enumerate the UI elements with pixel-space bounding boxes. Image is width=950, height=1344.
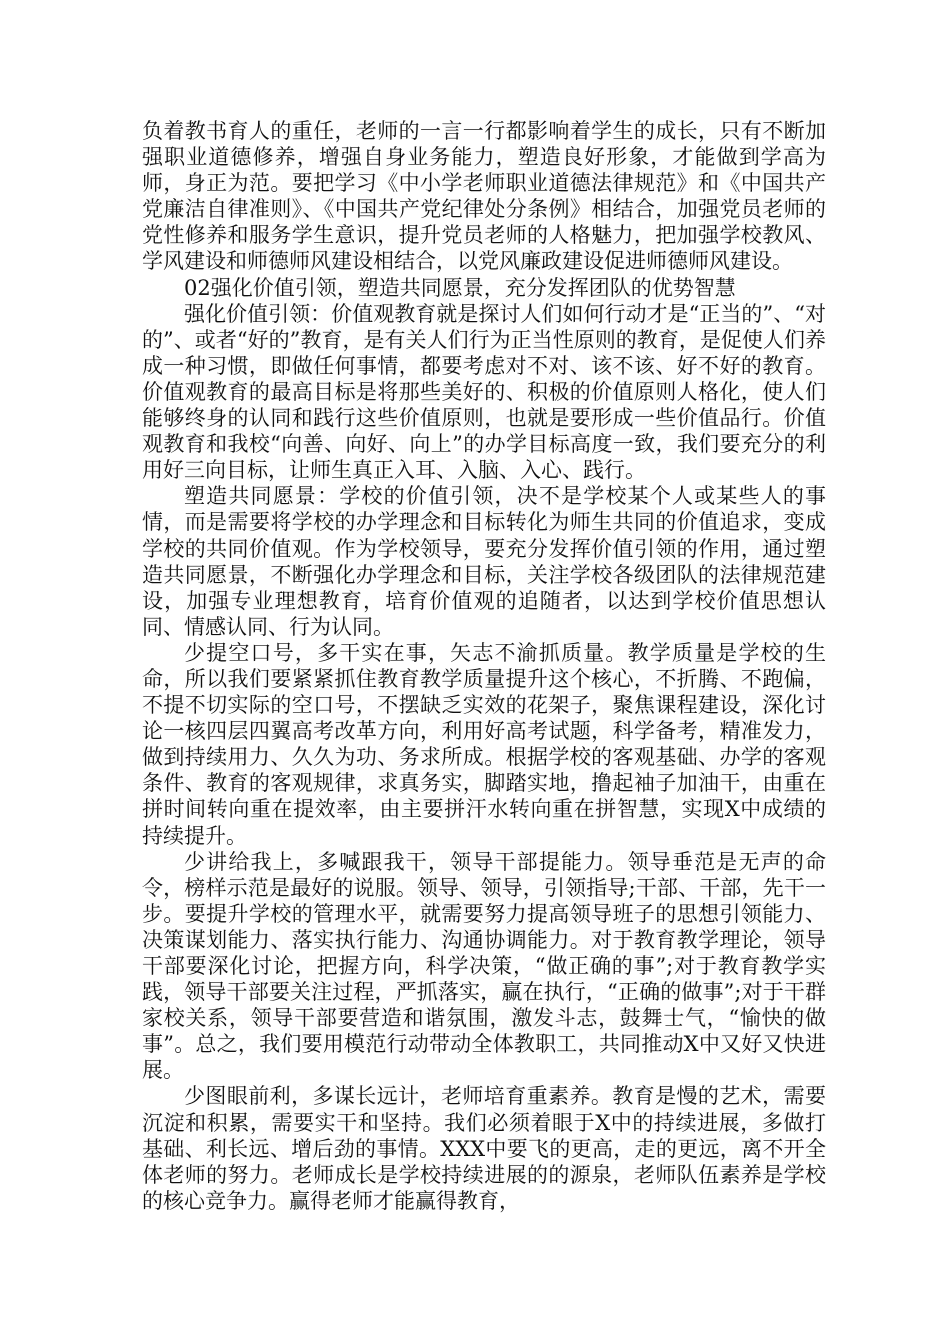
paragraph-teacher-ethics: 负着教书育人的重任，老师的一言一行都影响着学生的成长，只有不断加强职业道德修养，增强自身业务能力，塑造良好形象，才能做到学高为师，身正为范。要把学习《中小学老师职业道德法律规范》和《中国共产党廉洁自律准则》、《中国共产党纪律处分条例》相结合，加强党员老师的党性修养和服务学生意识，提升党员老师的人格魅力，把加强学校教风、学风建设和师德师风建设相结合，以党风廉政建设促进师德师风建设。 bbox=[142, 119, 826, 274]
paragraph-value-guidance: 强化价值引领：价值观教育就是探讨人们如何行动才是“正当的”、“对的”、或者“好的”教育，是有关人们行为正当性原则的教育，是促使人们养成一种习惯，即做任何事情，都要考虑对不对、该不该、好不好的教育。价值观教育的最高目标是将那些美好的、积极的价值原则人格化，使人们能够终身的认同和践行这些价值原则，也就是要形成一些价值品行。价值观教育和我校“向善、向好、向上”的办学目标高度一致，我们要充分的利用好三向目标，让师生真正入耳、入脑、入心、践行。 bbox=[142, 301, 826, 483]
paragraph-leadership: 少讲给我上，多喊跟我干，领导干部提能力。领导垂范是无声的命令，榜样示范是最好的说服。领导、领导，引领指导;干部、干部，先干一步。要提升学校的管理水平，就需要努力提高领导班子的思想引领能力、决策谋划能力、落实执行能力、沟通协调能力。对于教育教学理论，领导干部要深化讨论，把握方向，科学决策，“做正确的事”;对于教育教学实践，领导干部要关注过程，严抓落实，赢在执行，“正确的做事”;对于干群家校关系，领导干部要营造和谐氛围，激发斗志，鼓舞士气，“愉快的做事”。总之，我们要用模范行动带动全体教职工，共同推动X中又好又快进展。 bbox=[142, 849, 826, 1083]
paragraph-teaching-quality: 少提空口号，多干实在事，矢志不渝抓质量。教学质量是学校的生命，所以我们要紧紧抓住教育教学质量提升这个核心，不折腾、不跑偏，不提不切实际的空口号，不摆缺乏实效的花架子，聚焦课程建设，深化讨论一核四层四翼高考改革方向，利用好高考试题，科学备考，精准发力，做到持续用力、久久为功、务求所成。根据学校的客观基础、办学的客观条件、教育的客观规律，求真务实，脚踏实地，撸起袖子加油干，由重在拼时间转向重在提效率，由主要拼汗水转向重在拼智慧，实现X中成绩的持续提升。 bbox=[142, 640, 826, 848]
paragraph-teacher-development: 少图眼前利，多谋长远计，老师培育重素养。教育是慢的艺术，需要沉淀和积累，需要实干和坚持。我们必须着眼于X中的持续进展，多做打基础、利长远、增后劲的事情。XXX中要飞的更高，走的更远，离不开全体老师的努力。老师成长是学校持续进展的的源泉，老师队伍素养是学校的核心竞争力。赢得老师才能赢得教育， bbox=[142, 1084, 826, 1213]
section-heading-02: 02强化价值引领，塑造共同愿景，充分发挥团队的优势智慧 bbox=[184, 275, 736, 300]
paragraph-shared-vision: 塑造共同愿景：学校的价值引领，决不是学校某个人或某些人的事情，而是需要将学校的办学理念和目标转化为师生共同的价值追求，变成学校的共同价值观。作为学校领导，要充分发挥价值引领的作用，通过塑造共同愿景，不断强化办学理念和目标，关注学校各级团队的法律规范建设，加强专业理想教育，培育价值观的追随者，以达到学校价值思想认同、情感认同、行为认同。 bbox=[142, 484, 826, 639]
document-page bbox=[142, 118, 826, 1214]
